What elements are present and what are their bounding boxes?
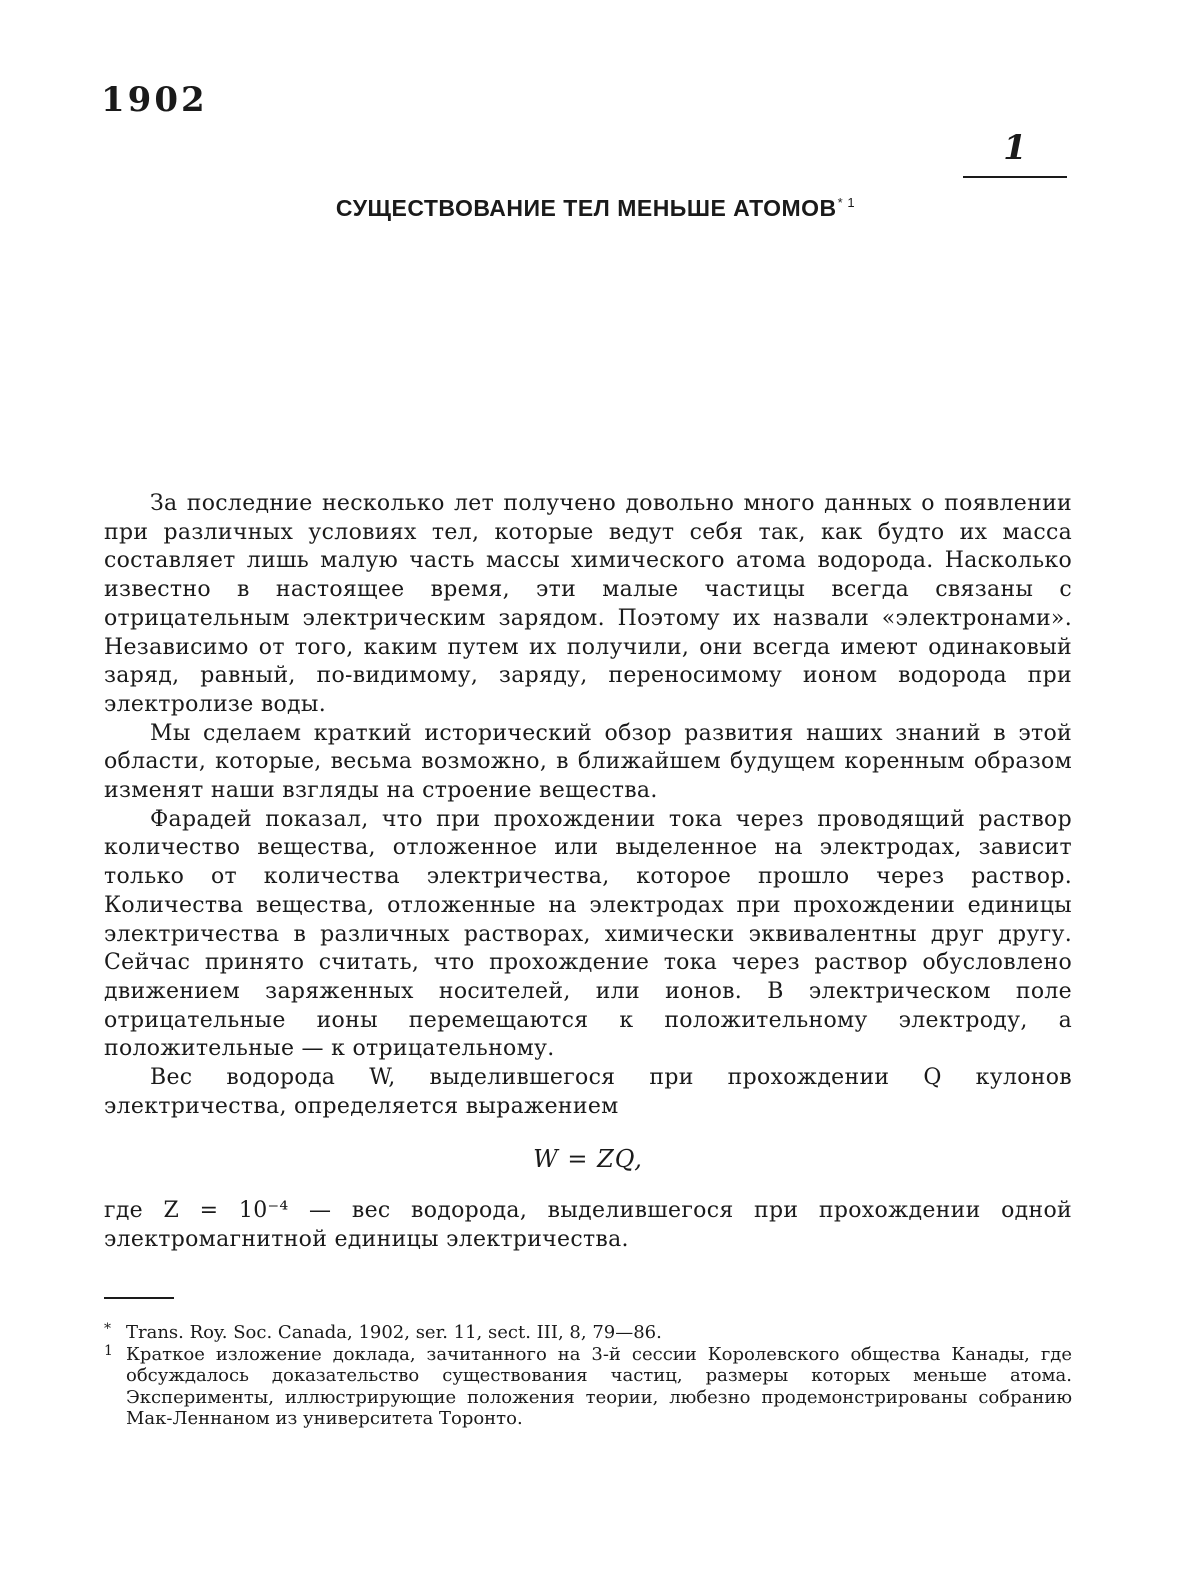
year-heading: 1902 bbox=[101, 80, 208, 120]
article-number-rule bbox=[963, 176, 1067, 178]
formula: W = ZQ, bbox=[533, 1145, 643, 1174]
footnotes bbox=[104, 1322, 1072, 1430]
paragraph-after-formula: где Z = 10⁻⁴ — вес водорода, выделившегося при прохождении одной электромагнитной единицы электричества. bbox=[104, 1198, 1072, 1253]
paragraph-3: Фарадей показал, что при прохождении тока через проводящий раствор количество вещества, отложенное или выделенное на электродах, зависит только от количества электричества, которое прошло через раствор. Количества вещества, отложенные на электродах при прохождении единицы электричества в различных растворах, химически эквивалентны друг другу. Сейчас принято считать, что прохождение тока через раствор обусловлено движением заряженных носителей, или ионов. В электрическом поле отрицательные ионы перемещаются к положительному электроду, а положительные — к отрицательному. bbox=[104, 806, 1072, 1062]
paragraph-1: За последние несколько лет получено довольно много данных о появлении при различных условиях тел, которые ведут себя так, как будто их масса составляет лишь малую часть массы химического атома водорода. Насколько известно в настоящее время, эти малые частицы всегда связаны с отрицательным электрическим зарядом. Поэтому их назвали «электронами». Независимо от того, каким путем их получили, они всегда имеют одинаковый заряд, равный, по-видимому, заряду, переносимому ионом водорода при электролизе воды. bbox=[104, 491, 1072, 717]
footnote-item bbox=[104, 1344, 1072, 1430]
paragraph-2: Мы сделаем краткий исторический обзор развития наших знаний в этой области, которые, весьма возможно, в ближайшем будущем коренным образом изменят наши взгляды на строение вещества. bbox=[104, 720, 1072, 804]
article-title bbox=[120, 195, 1071, 222]
paragraph-4: Вес водорода W, выделившегося при прохождении Q кулонов электричества, определяется выражением bbox=[104, 1065, 1072, 1119]
title-footnote-marks: * 1 bbox=[837, 195, 856, 211]
footnote-item bbox=[104, 1322, 1072, 1344]
article-number: 1 bbox=[1003, 128, 1027, 168]
footnote-text: Краткое изложение доклада, зачитанного на 3-й сессии Королевского общества Канады, где обсуждалось доказательство существования частиц, размеры которых меньше атома. Эксперименты, иллюстрирующие положения теории, любезно продемонстрированы собранию Мак-Леннаном из университета Торонто. bbox=[126, 1343, 1072, 1429]
footnote-mark: * bbox=[104, 1321, 111, 1337]
footnote-text: Trans. Roy. Soc. Canada, 1902, ser. 11, sect. III, 8, 79—86. bbox=[126, 1322, 662, 1343]
footnote-separator bbox=[104, 1297, 174, 1299]
article-title-text: СУЩЕСТВОВАНИЕ ТЕЛ МЕНЬШЕ АТОМОВ bbox=[335, 195, 837, 221]
footnote-mark: 1 bbox=[104, 1342, 113, 1359]
article-body bbox=[104, 490, 1072, 1255]
